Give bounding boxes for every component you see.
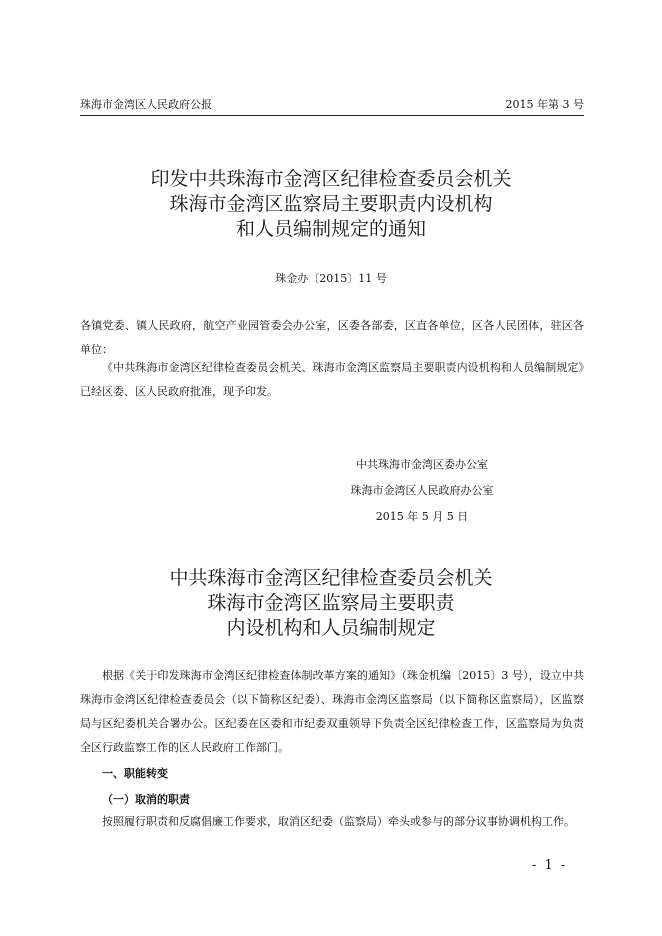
page-number: - 1 - xyxy=(532,858,568,873)
section-heading: 一、职能转变 xyxy=(102,767,168,780)
regulation-title xyxy=(0,566,662,641)
signature-date: 2015 年 5 月 5 日 xyxy=(375,510,469,523)
notice-title-line: 珠海市金湾区监察局主要职责内设机构 xyxy=(169,193,493,215)
regulation-title-line: 内设机构和人员编制规定 xyxy=(226,617,436,639)
notice-title-line: 印发中共珠海市金湾区纪律检查委员会机关 xyxy=(150,168,512,190)
subsection-heading: （一）取消的职责 xyxy=(102,793,190,806)
regulation-title-line: 中共珠海市金湾区纪律检查委员会机关 xyxy=(169,567,493,589)
gazette-name: 珠海市金湾区人民政府公报 xyxy=(80,98,212,111)
notice-title-line: 和人员编制规定的通知 xyxy=(235,218,426,240)
regulation-title-line: 珠海市金湾区监察局主要职责 xyxy=(207,592,455,614)
notice-title xyxy=(0,167,662,242)
document-number: 珠金办〔2015〕11 号 xyxy=(275,272,387,285)
recipients-paragraph: 各镇党委、镇人民政府，航空产业园管委会办公室，区委各部委，区直各单位，区各人民团体，驻区各单位： xyxy=(80,319,584,356)
intro-paragraph: 根据《关于印发珠海市金湾区纪律检查体制改革方案的通知》（珠金机编〔2015〕3 号），设立中共珠海市金湾区纪律检查委员会（以下简称区纪委）、珠海市金湾区监察局（以下简称区监察局），区监察局与区纪委机关合署办公。区纪委在区委和市纪委双重领导下负责全区纪律检查工作，区监察局为负责全区行政监察工作的区人民政府工作部门。 xyxy=(80,669,584,754)
page-header xyxy=(80,97,584,116)
signature-party-office: 中共珠海市金湾区委办公室 xyxy=(356,458,488,471)
issue-number: 2015 年第 3 号 xyxy=(505,98,584,111)
signature-government-office: 珠海市金湾区人民政府办公室 xyxy=(350,484,494,497)
forward-paragraph: 《中共珠海市金湾区纪律检查委员会机关、珠海市金湾区监察局主要职责内设机构和人员编制规定》已经区委、区人民政府批准，现予印发。 xyxy=(80,361,584,398)
subsection-paragraph: 按照履行职责和反腐倡廉工作要求，取消区纪委（监察局）牵头或参与的部分议事协调机构工作。 xyxy=(102,815,575,828)
